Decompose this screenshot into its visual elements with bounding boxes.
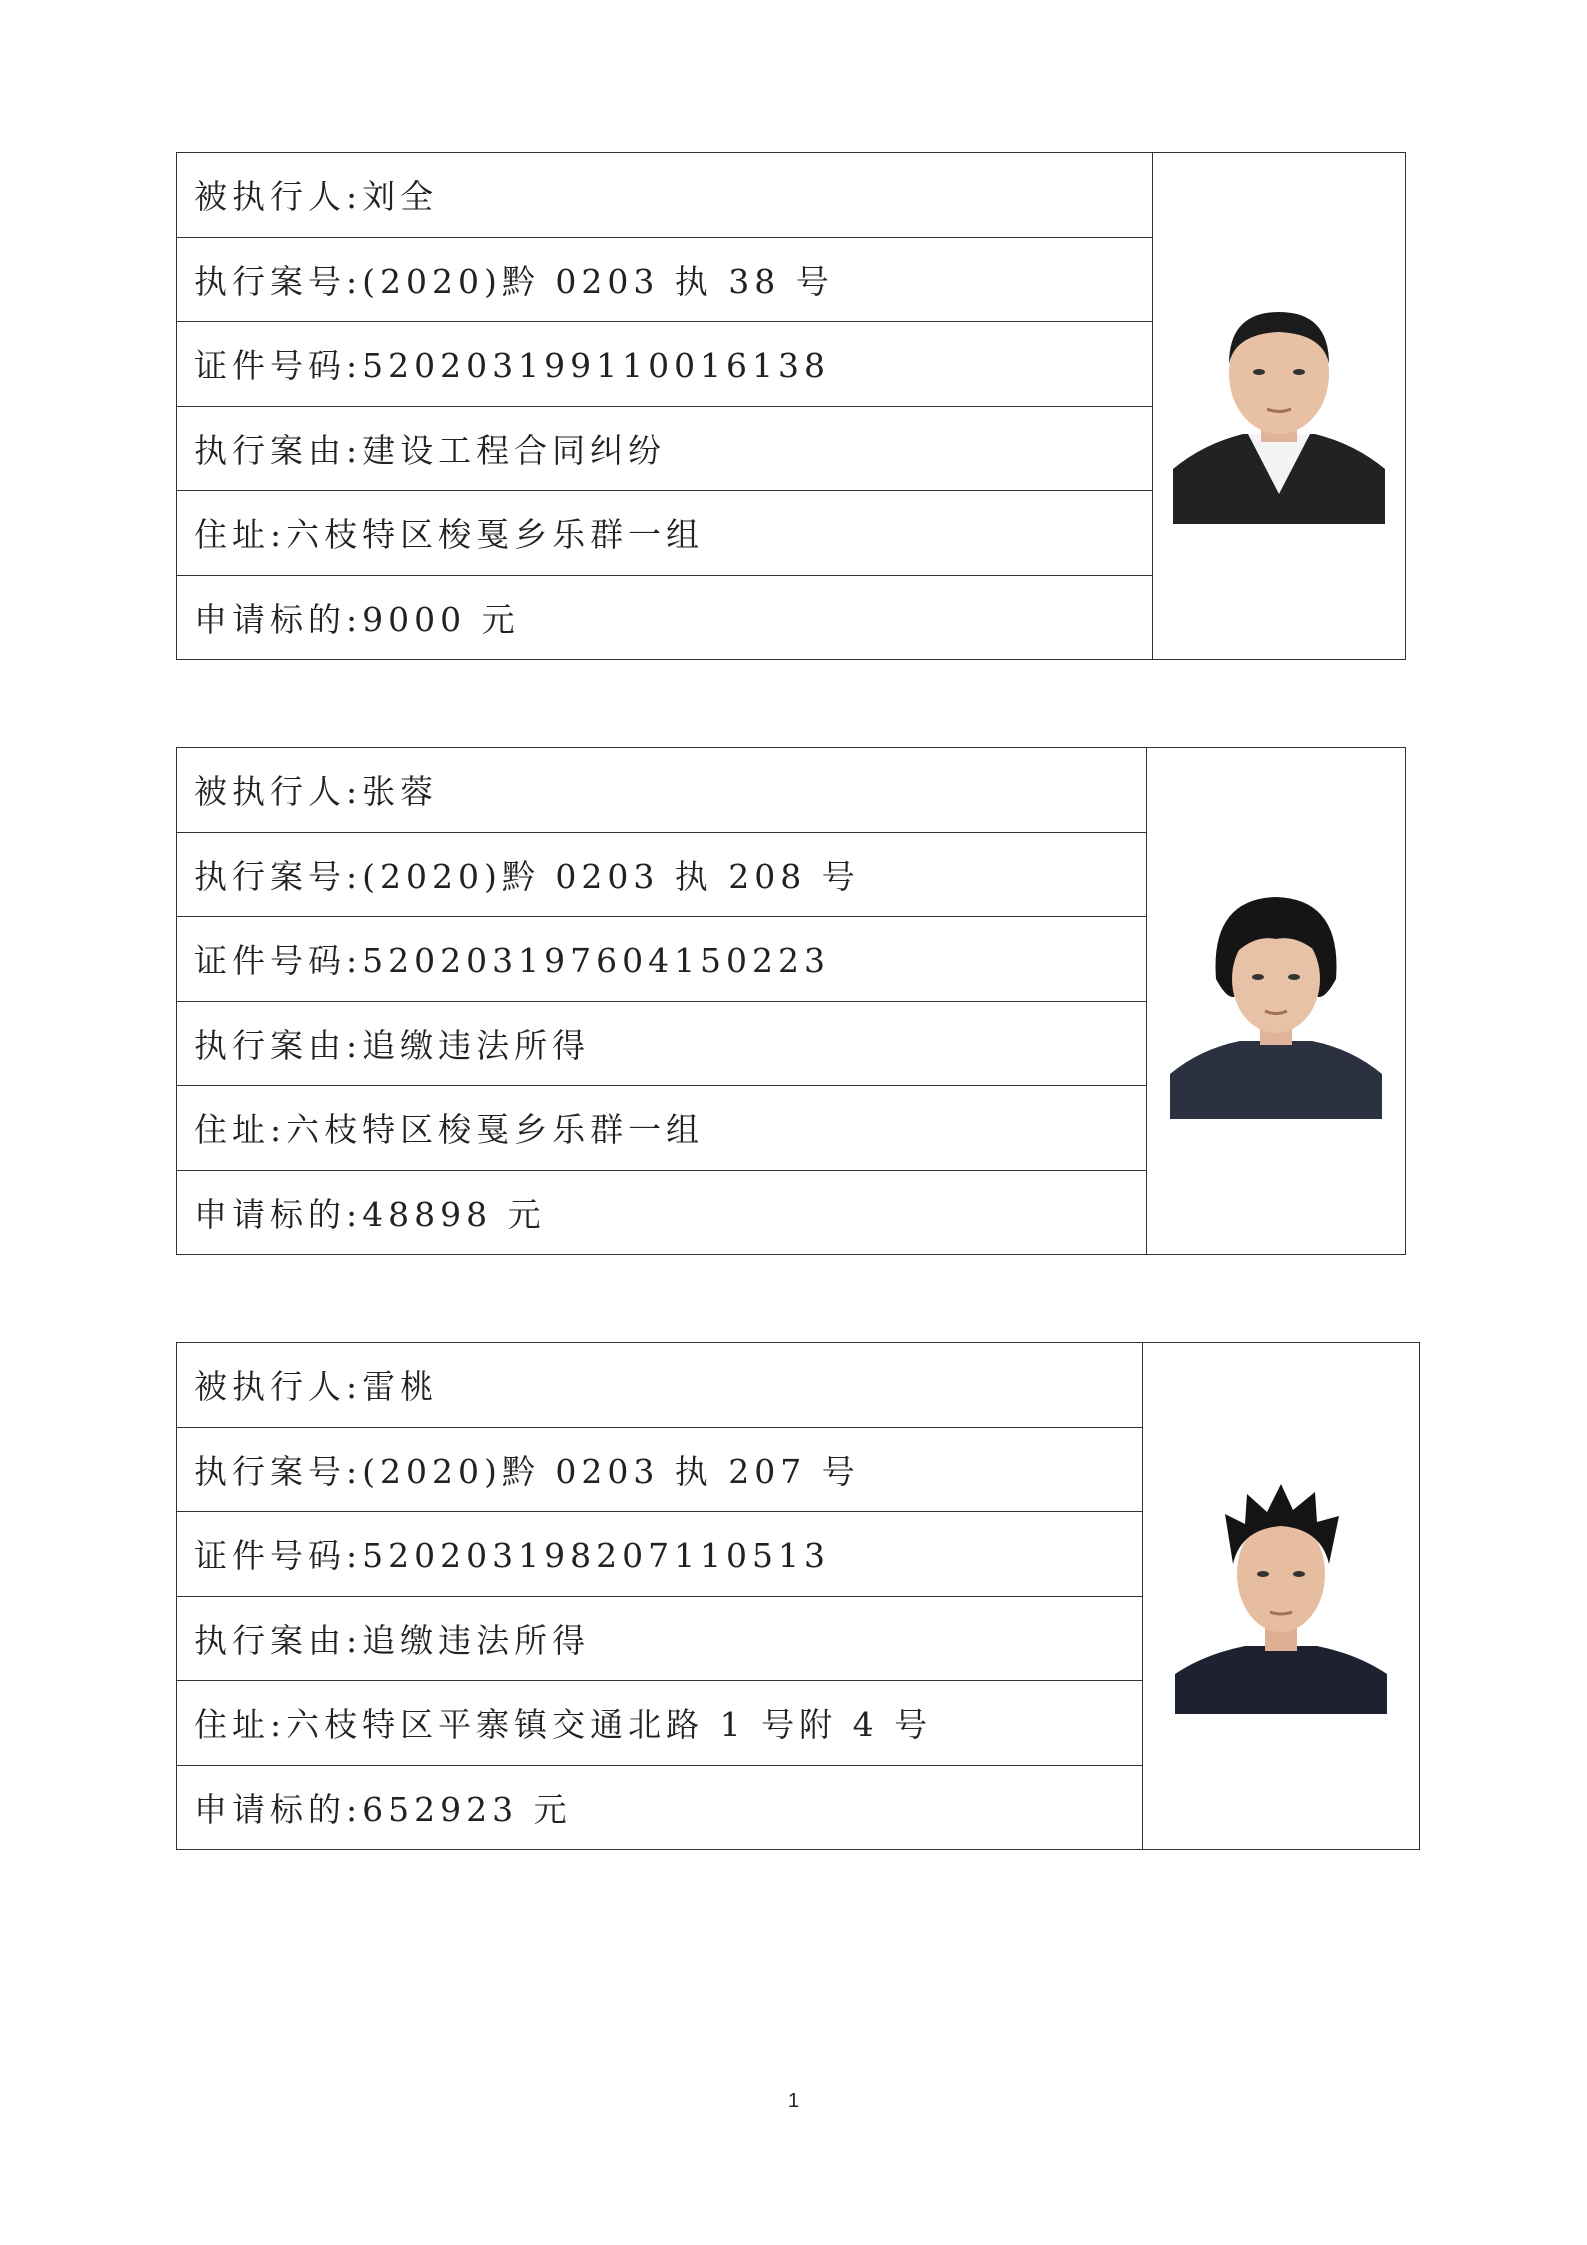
record-card (176, 1342, 1420, 1850)
person-photo-icon (1173, 284, 1385, 524)
address: 住址:六枝特区平寨镇交通北路 1 号附 4 号 (177, 1681, 1143, 1766)
case-number: 执行案号:(2020)黔 0203 执 207 号 (177, 1427, 1143, 1512)
photo-cell (1147, 748, 1406, 1255)
id-number: 证件号码:520203199110016138 (177, 322, 1153, 407)
case-cause: 执行案由:追缴违法所得 (177, 1001, 1147, 1086)
person-photo-icon (1175, 1474, 1387, 1714)
id-number: 证件号码:520203198207110513 (177, 1512, 1143, 1597)
record-card (176, 747, 1406, 1255)
case-number: 执行案号:(2020)黔 0203 执 38 号 (177, 237, 1153, 322)
photo-cell (1143, 1343, 1420, 1850)
record-card (176, 152, 1406, 660)
debtor-name: 被执行人:刘全 (177, 153, 1153, 238)
address: 住址:六枝特区梭戛乡乐群一组 (177, 491, 1153, 576)
claim-amount: 申请标的:9000 元 (177, 575, 1153, 660)
page-number: 1 (787, 2090, 800, 2112)
debtor-name: 被执行人:张蓉 (177, 748, 1147, 833)
address: 住址:六枝特区梭戛乡乐群一组 (177, 1086, 1147, 1171)
case-number: 执行案号:(2020)黔 0203 执 208 号 (177, 832, 1147, 917)
case-cause: 执行案由:追缴违法所得 (177, 1596, 1143, 1681)
person-photo-icon (1170, 879, 1382, 1119)
id-number: 证件号码:520203197604150223 (177, 917, 1147, 1002)
case-cause: 执行案由:建设工程合同纠纷 (177, 406, 1153, 491)
claim-amount: 申请标的:48898 元 (177, 1170, 1147, 1255)
claim-amount: 申请标的:652923 元 (177, 1765, 1143, 1850)
photo-cell (1153, 153, 1406, 660)
debtor-name: 被执行人:雷桃 (177, 1343, 1143, 1428)
